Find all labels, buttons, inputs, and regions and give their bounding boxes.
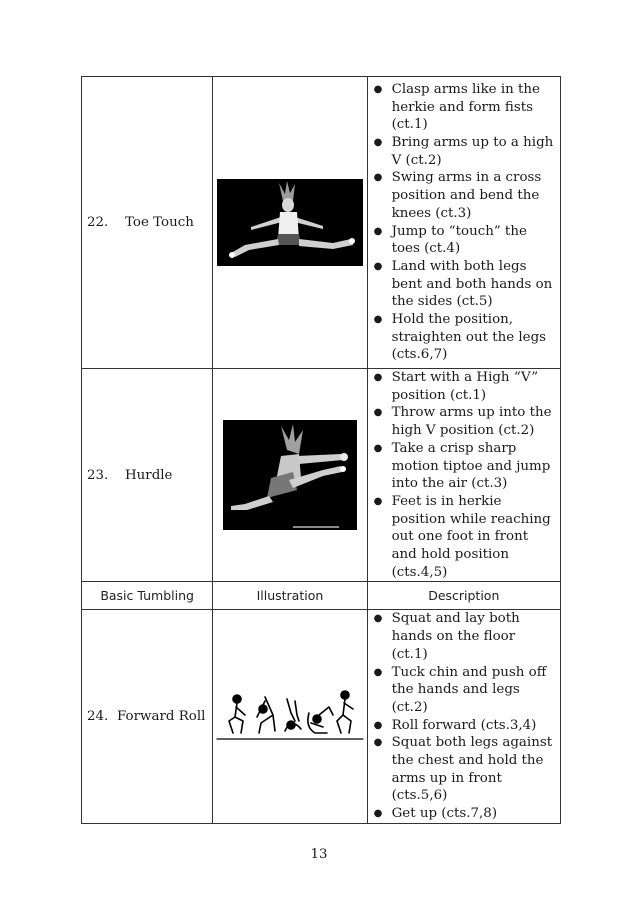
step-item: ● Tuck chin and push off the hands and legs (ct.2) [373,664,547,715]
header-basic-tumbling: Basic Tumbling [82,582,213,610]
move-number: 22. [87,215,109,230]
step-item: ● Get up (cts.7,8) [373,806,498,822]
move-name: Forward Roll [117,709,206,725]
move-name: Toe Touch [125,215,194,230]
step-item: ● Swing arms in a cross position and bend the knees (ct.3) [373,170,542,221]
cheer-moves-table [81,76,561,824]
move-number: 23. [87,467,109,483]
step-item: ● Bring arms up to a high V (ct.2) [373,134,554,168]
description-cell [367,369,560,582]
step-list [368,81,560,364]
bullet-icon: ● [373,613,383,625]
table-row [82,77,561,369]
bullet-icon: ● [373,495,383,507]
bullet-icon: ● [373,442,383,454]
bullet-icon: ● [373,407,383,419]
table-header-row [82,582,561,610]
header-description: Description [367,582,560,610]
description-cell [367,610,560,823]
move-name-cell [82,77,213,369]
table-row [82,610,561,823]
step-list [368,610,560,822]
table-row [82,369,561,582]
bullet-icon: ● [373,737,383,749]
page-number: 13 [310,847,328,862]
step-item: ● Land with both legs bent and both hands on the sides (ct.5) [373,258,553,310]
step-list [368,369,560,581]
illustration-cell [213,610,367,823]
bullet-icon: ● [373,260,383,272]
bullet-icon: ● [373,666,383,678]
bullet-icon: ● [373,719,383,731]
step-item: ● Take a crisp sharp motion tiptoe and jump into the air (ct.3) [373,440,551,492]
bullet-icon: ● [373,314,383,326]
bullet-icon: ● [373,83,383,95]
bullet-icon: ● [373,136,383,148]
step-item: ● Hold the position, straighten out the legs (cts.6,7) [373,312,547,363]
bullet-icon: ● [373,372,383,383]
toe-touch-photo [217,179,363,266]
bullet-icon: ● [373,172,383,184]
step-item: ● Start with a High “V” position (ct.1) [373,370,539,403]
step-item: ● Jump to “touch” the toes (ct.4) [373,223,527,257]
step-item: ● Throw arms up into the high V position (ct.2) [373,405,552,439]
illustration-cell [213,369,367,582]
move-name-cell [82,610,213,823]
step-item: ● Clasp arms like in the herkie and form fists (ct.1) [373,81,540,133]
header-illustration: Illustration [213,582,367,610]
description-cell [367,77,560,369]
move-number: 24. [87,709,109,725]
bullet-icon: ● [373,225,383,237]
move-name-cell [82,369,213,582]
step-item: ● Squat and lay both hands on the floor (ct.1) [373,611,520,662]
bullet-icon: ● [373,808,383,820]
move-name: Hurdle [125,467,173,483]
step-item: ● Squat both legs against the chest and hold the arms up in front (cts.5,6) [373,735,553,804]
illustration-cell [213,77,367,369]
hurdle-photo [223,420,357,530]
step-item: ● Feet is in herkie position while reaching out one foot in front and hold position (cts.4,5) [373,493,551,580]
forward-roll-drawing [215,687,365,747]
step-item: ● Roll forward (cts.3,4) [373,717,537,733]
